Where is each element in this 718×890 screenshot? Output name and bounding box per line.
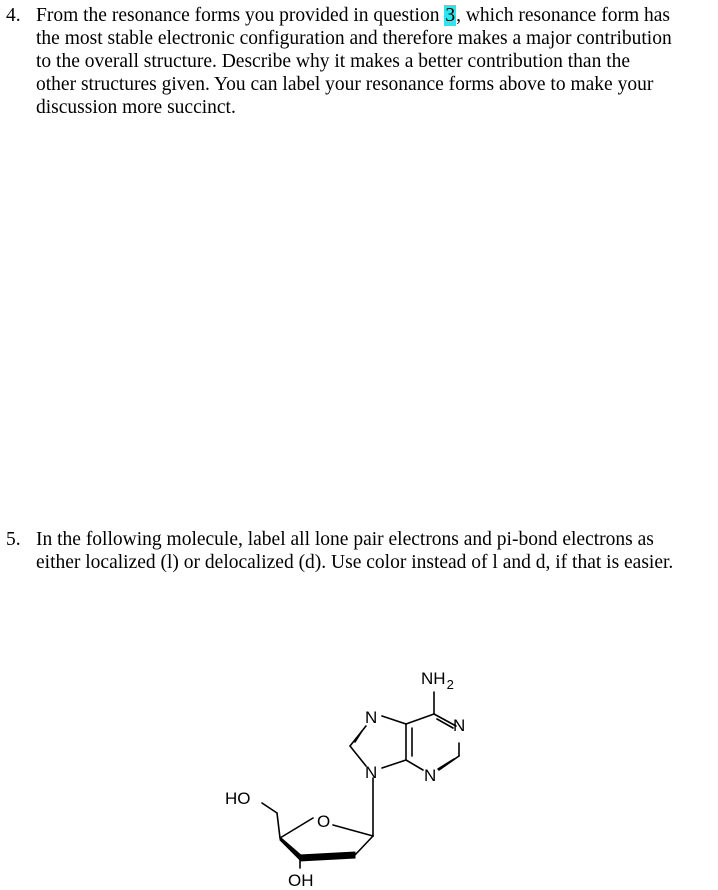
bond-n7-c8-double	[355, 731, 362, 742]
question-4-line-2: the most stable electronic configuration and therefore makes a major contribution	[36, 28, 672, 49]
bond-o4prime-c4prime	[280, 818, 313, 838]
ho-label: HO	[225, 789, 251, 808]
nh2-label: $NH_2$	[421, 669, 454, 692]
bond-c2-n3-double	[438, 759, 454, 769]
n1-label: N	[453, 716, 466, 735]
wedge-bond-c4prime-c3prime	[280, 837, 302, 860]
bond-c8-n9	[350, 746, 366, 766]
oh-label: OH	[288, 871, 314, 890]
question-5-number: 5.	[6, 529, 21, 550]
bond-n9-c4	[382, 760, 406, 768]
bond-c1prime-c2prime	[355, 836, 373, 855]
n9-label: N	[365, 763, 378, 782]
bond-c1prime-o4prime	[333, 825, 373, 836]
ring-oxygen-label: O	[317, 812, 331, 831]
question-4-line-1: From the resonance forms you provided in question 3, which resonance form has	[36, 5, 670, 26]
bond-c4prime-c5prime	[277, 813, 280, 838]
question-4-line-4: other structures given. You can label your resonance forms above to make your	[36, 74, 654, 95]
question-4-line-5: discussion more succinct.	[36, 97, 236, 118]
highlighted-question-reference: 3	[445, 5, 456, 26]
bond-c5-c6	[406, 714, 434, 724]
n3-label: N	[424, 766, 437, 785]
bond-c5prime-oh	[262, 803, 277, 813]
bond-c5-n7	[382, 716, 406, 724]
question-4-number: 4.	[6, 5, 21, 26]
bond-n3-c4	[406, 760, 423, 770]
question-5-line-1: In the following molecule, label all lone pair electrons and pi-bond electrons as	[36, 529, 654, 550]
n7-label: N	[365, 708, 378, 727]
question-5-line-2: either localized (l) or delocalized (d). Use color instead of l and d, if that is easier.	[36, 552, 674, 573]
wedge-bond-c3prime-c2prime	[300, 852, 355, 861]
question-4-line-3: to the overall structure. Describe why it makes a better contribution than the	[36, 51, 631, 72]
